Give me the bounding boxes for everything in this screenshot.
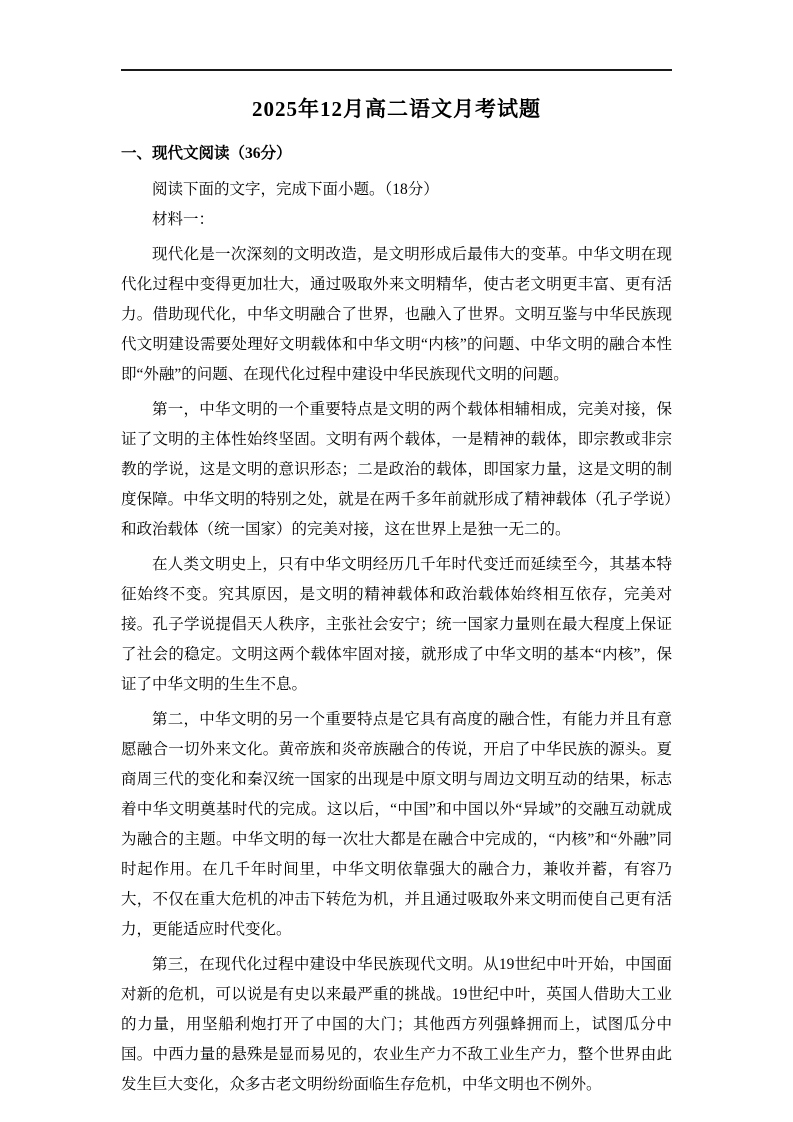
paragraph-3: 在人类文明史上，只有中华文明经历几千年时代变迁而延续至今，其基本特征始终不变。究其原因，是文明的精神载体和政治载体始终相互依存，完美对接。孔子学说提倡天人秩序，主张社会安宁；统一国家力量则在最大程度上保证了社会的稳定。文明这两个载体牢固对接，就形成了中华文明的基本“内核”，保证了中华文明的生生不息。 <box>121 556 672 693</box>
material-label: 材料一： <box>152 211 215 228</box>
paragraph-4: 第二，中华文明的另一个重要特点是它具有高度的融合性，有能力并且有意愿融合一切外来文化。黄帝族和炎帝族融合的传说，开启了中华民族的源头。夏商周三代的变化和秦汉统一国家的出现是中原文明与周边文明互动的结果，标志着中华文明奠基时代的完成。这以后，“中国”和中国以外“异域”的交融互动就成为融合的主题。中华文明的每一次壮大都是在融合中完成的，“内核”和“外融”同时起作用。在几千年时间里，中华文明依靠强大的融合力，兼收并蓄，有容乃大，不仅在重大危机的冲击下转危为机，并且通过吸取外来文明而使自己更有活力，更能适应时代变化。 <box>121 711 672 938</box>
section-heading: 一、现代文阅读（36分） <box>121 145 292 162</box>
paragraph-2: 第一，中华文明的一个重要特点是文明的两个载体相辅相成，完美对接，保证了文明的主体性始终坚固。文明有两个载体，一是精神的载体，即宗教或非宗教的学说，这是文明的意识形态；二是政治的载体，即国家力量，这是文明的制度保障。中华文明的特别之处，就是在两千多年前就形成了精神载体（孔子学说）和政治载体（统一国家）的完美对接，这在世界上是独一无二的。 <box>121 401 672 538</box>
paragraph-5: 第三，在现代化过程中建设中华民族现代文明。从19世纪中叶开始，中国面对新的危机，可以说是有史以来最严重的挑战。19世纪中叶，英国人借助大工业的力量，用坚船利炮打开了中国的大门；其他西方列强蜂拥而上，试图瓜分中国。中西力量的悬殊是显而易见的，农业生产力不敌工业生产力，整个世界由此发生巨大变化，众多古老文明纷纷面临生存危机，中华文明也不例外。 <box>121 956 672 1093</box>
exam-instruction: 阅读下面的文字，完成下面小题。（18分） <box>152 181 439 198</box>
document-title: 2025年12月高二语文月考试题 <box>252 97 541 121</box>
header-rule <box>121 69 672 71</box>
paragraph-1: 现代化是一次深刻的文明改造，是文明形成后最伟大的变革。中华文明在现代化过程中变得更加壮大，通过吸取外来文明精华，使古老文明更丰富、更有活力。借助现代化，中华文明融合了世界，也融入了世界。文明互鉴与中华民族现代文明建设需要处理好文明载体和中华文明“内核”的问题、中华文明的融合本性即“外融”的问题、在现代化过程中建设中华民族现代文明的问题。 <box>121 246 672 383</box>
